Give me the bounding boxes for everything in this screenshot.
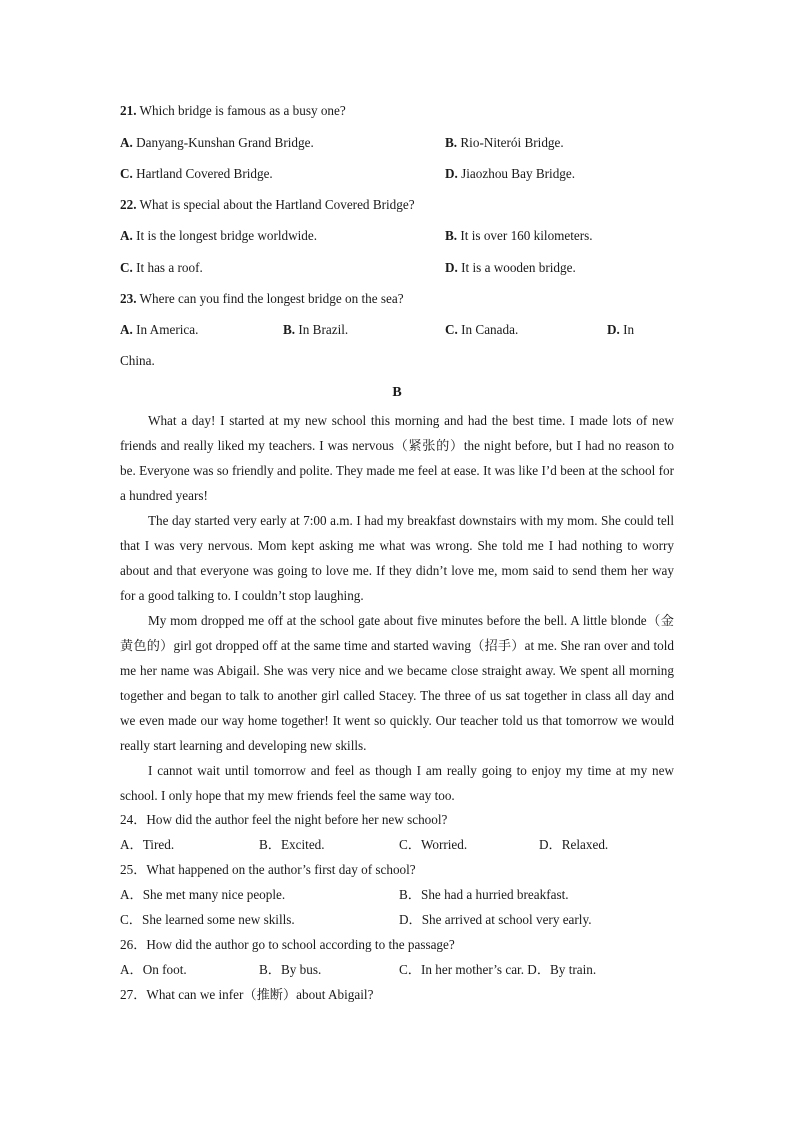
option-b: B. Rio-Niterói Bridge.	[445, 135, 564, 150]
passage-paragraph: I cannot wait until tomorrow and feel as though I am really going to enjoy my time at my new school. I only hope that my mew friends feel the same way too.	[120, 763, 674, 803]
question-text: Where can you find the longest bridge on the sea?	[139, 291, 404, 306]
question-21	[120, 103, 346, 119]
passage-paragraph: The day started very early at 7:00 a.m. I had my breakfast downstairs with my mom. She could tell that I was very nervous. Mom kept asking me what was wrong. She told me I had nothing to worry about and that everyone was going to love me. If they didn’t love me, mom said to send them her way for a good talking to. I couldn’t stop laughing.	[120, 513, 674, 603]
option-b: B．Excited.	[259, 837, 325, 852]
option-c-d: C．In her mother’s car. D．By train.	[399, 962, 597, 977]
option-d: D. It is a wooden bridge.	[445, 260, 576, 275]
question-number: 23.	[120, 291, 137, 306]
passage	[120, 408, 674, 808]
question-number: 24．	[120, 812, 147, 827]
option-d-wrap: China.	[120, 353, 155, 368]
option-a: A．Tired.	[120, 837, 175, 852]
option-c: C．Worried.	[399, 837, 468, 852]
option-a: A．She met many nice people.	[120, 887, 286, 902]
question-number: 22.	[120, 197, 137, 212]
question-number: 21.	[120, 103, 137, 118]
passage-paragraph: What a day! I started at my new school this morning and had the best time. I made lots of new friends and really liked my teachers. I was nervous（紧张的）the night before, but I had no reason to be. Everyone was so friendly and polite. They made me feel at ease. It was like I’d been at the school for a hundred years!	[120, 413, 674, 503]
question-22	[120, 197, 415, 213]
option-a: A. It is the longest bridge worldwide.	[120, 228, 318, 243]
option-d: D. Jiaozhou Bay Bridge.	[445, 166, 576, 181]
question-number: 25．	[120, 862, 147, 877]
question-text: Which bridge is famous as a busy one?	[139, 103, 346, 118]
passage-paragraph: My mom dropped me off at the school gate about five minutes before the bell. A little blonde（金黄色的）girl got dropped off at the same time and started waving（招手）at me. She ran over and told me her name was Abigail. She was very nice and we became close straight away. We spent all morning together and began to talk to another girl called Stacey. The three of us sat together in class all day and we even made our way home together! It went so quickly. Our teacher told us that tomorrow we would really start learning and developing new skills.	[120, 613, 674, 753]
option-b: B. In Brazil.	[283, 322, 349, 337]
question-25	[120, 862, 416, 878]
question-text: How did the author feel the night before her new school?	[146, 812, 448, 827]
question-23	[120, 291, 404, 307]
option-c: C. Hartland Covered Bridge.	[120, 166, 273, 181]
question-text: What is special about the Hartland Covered Bridge?	[139, 197, 415, 212]
option-a: A. In America.	[120, 322, 199, 337]
option-b: B. It is over 160 kilometers.	[445, 228, 593, 243]
question-24	[120, 812, 447, 828]
option-c: C. It has a roof.	[120, 260, 203, 275]
question-text: How did the author go to school according to the passage?	[146, 937, 455, 952]
option-b: B．She had a hurried breakfast.	[399, 887, 569, 902]
section-title: B	[392, 385, 402, 400]
option-d: D. In	[607, 322, 635, 337]
question-number: 27．	[120, 987, 147, 1002]
question-text: What can we infer（推断）about Abigail?	[146, 987, 374, 1002]
question-27	[120, 987, 373, 1003]
option-b: B．By bus.	[259, 962, 322, 977]
question-text: What happened on the author’s first day of school?	[146, 862, 416, 877]
option-c: C. In Canada.	[445, 322, 519, 337]
question-26	[120, 937, 455, 953]
option-a: A. Danyang-Kunshan Grand Bridge.	[120, 135, 314, 150]
option-a: A．On foot.	[120, 962, 187, 977]
option-d: D．She arrived at school very early.	[399, 912, 592, 927]
option-d: D．Relaxed.	[539, 837, 609, 852]
question-number: 26．	[120, 937, 147, 952]
option-c: C．She learned some new skills.	[120, 912, 295, 927]
